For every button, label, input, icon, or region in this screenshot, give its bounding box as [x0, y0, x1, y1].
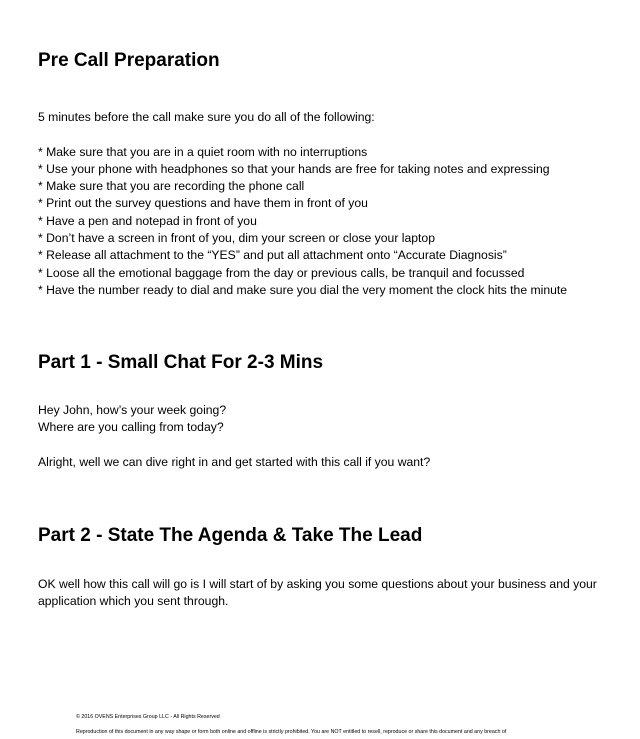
- pre-call-section: [38, 109, 598, 299]
- checklist-item: * Make sure that you are recording the phone call: [38, 179, 305, 194]
- part1-section: [38, 402, 598, 471]
- checklist-item: * Loose all the emotional baggage from the day or previous calls, be tranquil and focussed: [38, 265, 525, 280]
- part2-section: [38, 576, 598, 611]
- part2-heading: Part 2 - State The Agenda & Take The Lead: [38, 525, 423, 546]
- part1-line: Hey John, how’s your week going?: [38, 403, 227, 417]
- checklist-item: * Release all attachment to the “YES” and put all attachment onto “Accurate Diagnosis”: [38, 248, 507, 263]
- checklist-item: * Make sure that you are in a quiet room with no interruptions: [38, 144, 368, 159]
- checklist-item: * Use your phone with headphones so that your hands are free for taking notes and expressing: [38, 161, 550, 176]
- pre-call-heading: Pre Call Preparation: [38, 50, 220, 71]
- checklist-item: * Print out the survey questions and have them in front of you: [38, 196, 368, 211]
- part1-heading: Part 1 - Small Chat For 2-3 Mins: [38, 352, 324, 373]
- part2-paragraph: OK well how this call will go is I will start of by asking you some questions about your business and your application which you sent through.: [38, 577, 597, 609]
- checklist-item: * Have a pen and notepad in front of you: [38, 213, 257, 228]
- pre-call-checklist: [38, 144, 598, 300]
- checklist-item: * Have the number ready to dial and make sure you dial the very moment the clock hits the minute: [38, 282, 568, 297]
- pre-call-intro: 5 minutes before the call make sure you do all of the following:: [38, 110, 375, 124]
- part1-line: Where are you calling from today?: [38, 420, 224, 435]
- footer-notice: Reproduction of this document in any way shape or form both online and offline is strictly prohibited. You are NOT entitled to resell, reproduce or share this document and any breach of: [76, 729, 507, 735]
- part1-line: Alright, well we can dive right in and get started with this call if you want?: [38, 454, 431, 469]
- checklist-item: * Don’t have a screen in front of you, dim your screen or close your laptop: [38, 231, 435, 246]
- footer-copyright: © 2016 OVENS Enterprises Group LLC - All Rights Reserved: [76, 714, 220, 720]
